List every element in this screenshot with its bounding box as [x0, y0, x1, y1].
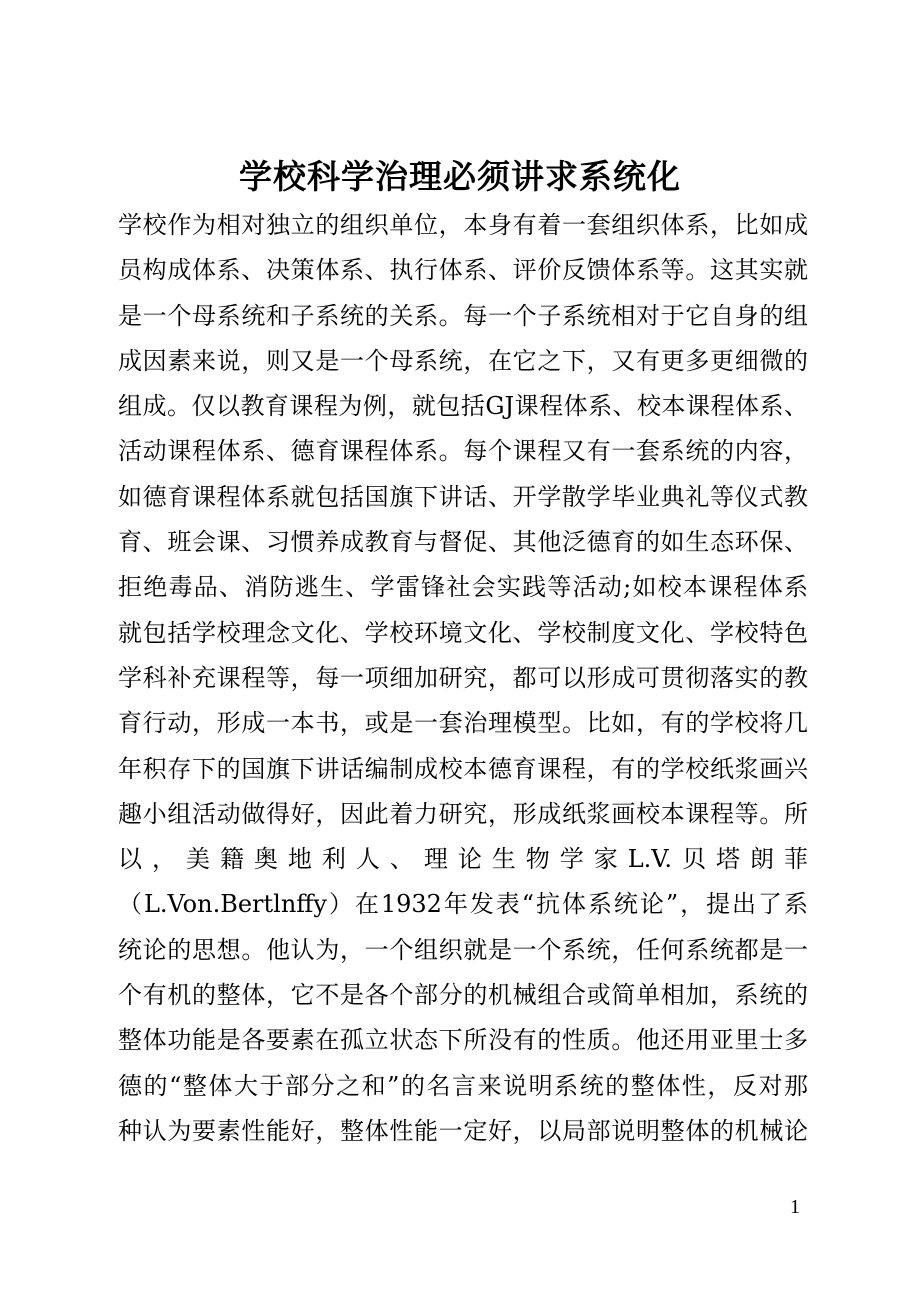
body-line: 整体功能是各要素在孤立状态下所没有的性质。他还用亚里士多: [118, 1026, 808, 1055]
document-title: 学校科学治理必须讲求系统化: [239, 157, 681, 196]
body-line: 员构成体系、决策体系、执行体系、评价反馈体系等。这其实就: [118, 256, 808, 285]
body-line: 趣小组活动做得好，因此着力研究，形成纸浆画校本课程等。所: [118, 799, 808, 828]
body-line: 组成。仅以教育课程为例，就包括GJ课程体系、校本课程体系、: [118, 392, 808, 421]
body-line: 拒绝毒品、消防逃生、学雷锋社会实践等活动;如校本课程体系: [118, 573, 808, 602]
body-line: 育、班会课、习惯养成教育与督促、其他泛德育的如生态环保、: [118, 528, 808, 557]
body-line: 种认为要素性能好，整体性能一定好，以局部说明整体的机械论: [118, 1116, 808, 1145]
body-line: 德的“整体大于部分之和”的名言来说明系统的整体性，反对那: [118, 1071, 808, 1100]
body-line: 是一个母系统和子系统的关系。每一个子系统相对于它自身的组: [118, 301, 808, 330]
body-line: 学科补充课程等，每一项细加研究，都可以形成可贯彻落实的教: [118, 663, 808, 692]
body-line: 以，美籍奥地利人、理论生物学家L.V.贝塔朗菲: [118, 845, 808, 874]
body-line: 就包括学校理念文化、学校环境文化、学校制度文化、学校特色: [118, 618, 808, 647]
body-line: 统论的思想。他认为，一个组织就是一个系统，任何系统都是一: [118, 935, 808, 964]
body-line: 年积存下的国旗下讲话编制成校本德育课程，有的学校纸浆画兴: [118, 754, 808, 783]
body-line: 育行动，形成一本书，或是一套治理模型。比如，有的学校将几: [118, 709, 808, 738]
body-line: 成因素来说，则又是一个母系统，在它之下，又有更多更细微的: [118, 346, 808, 375]
body-line: 学校作为相对独立的组织单位，本身有着一套组织体系，比如成: [118, 211, 808, 239]
body-line: 个有机的整体，它不是各个部分的机械组合或简单相加，系统的: [118, 981, 808, 1010]
body-line: 如德育课程体系就包括国旗下讲话、开学散学毕业典礼等仪式教: [118, 482, 808, 511]
body-line: 活动课程体系、德育课程体系。每个课程又有一套系统的内容，: [118, 437, 808, 466]
body-line: （L.Von.Bertlnffy）在1932年发表“抗体系统论”，提出了系: [118, 890, 808, 919]
page-number: 1: [790, 1196, 800, 1218]
document-body: [118, 203, 808, 1154]
